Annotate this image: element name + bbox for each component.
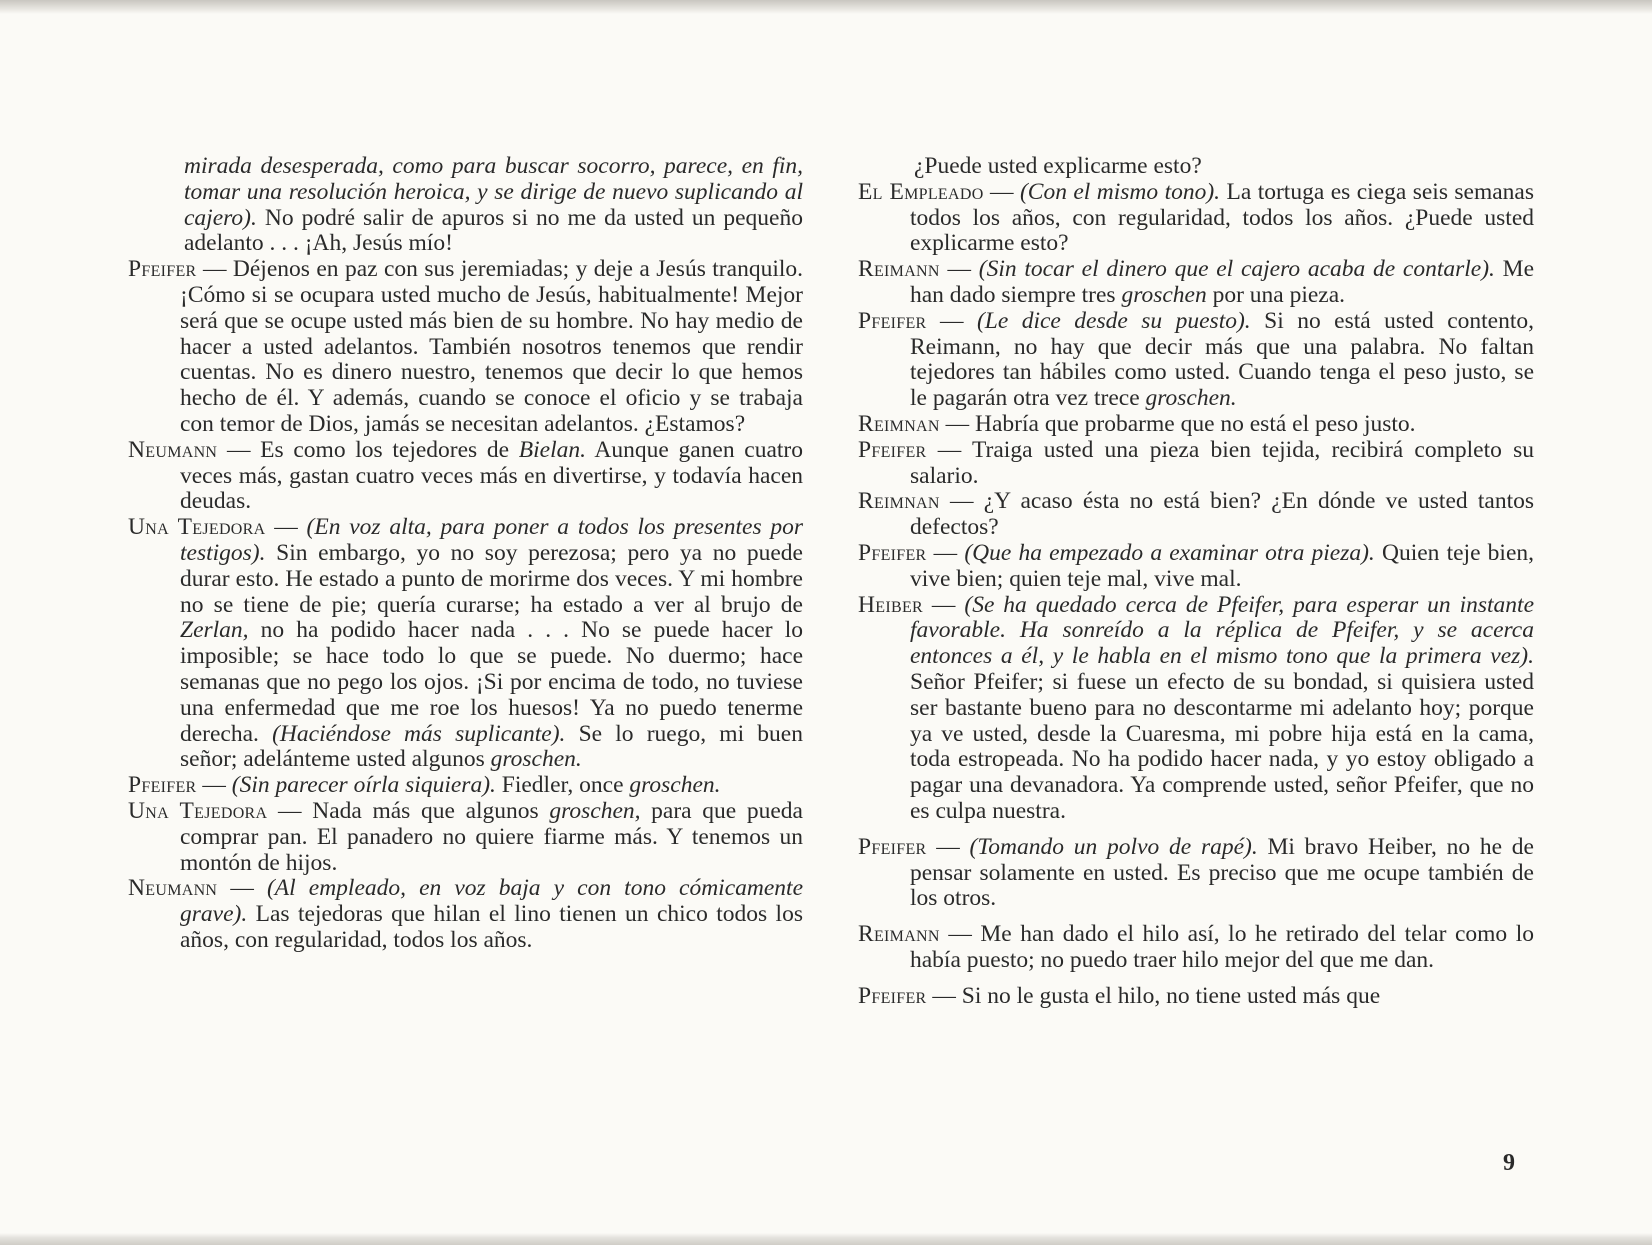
- stage-direction: (Le dice desde su puesto).: [976, 307, 1251, 334]
- stage-direction: (Haciéndose más suplicante).: [272, 720, 566, 747]
- stage-direction: (En voz alta, para poner a todos los presentes por testigos).: [180, 514, 803, 566]
- dialogue-paragraph: [858, 257, 1534, 309]
- dialogue-text: — Me han dado el hilo así, lo he retirado del telar como lo había puesto; no puedo traer hilo mejor del que me dan.: [910, 921, 1534, 973]
- dialogue-text: — Si no le gusta el hilo, no tiene usted más que: [926, 982, 1381, 1009]
- dialogue-paragraph: [858, 438, 1534, 490]
- dialogue-text: —: [939, 256, 979, 283]
- dialogue-text: — ¿Y acaso ésta no está bien? ¿En dónde ve usted tantos defectos?: [910, 488, 1534, 541]
- speaker-name: Pfeifer: [858, 436, 927, 463]
- dialogue-text: La tortuga es ciega seis semanas todos los años, con regularidad, todos los años. ¿Puede usted explicarme esto?: [910, 178, 1535, 257]
- dialogue-paragraph: [128, 876, 803, 953]
- speaker-name: Reimann: [858, 256, 940, 283]
- speaker-name: Pfeifer: [858, 539, 927, 566]
- dialogue-text: Las tejedoras que hilan el lino tienen un chico todos los años, con regularidad, todos los años.: [180, 901, 803, 953]
- dialogue-paragraph: [858, 922, 1534, 974]
- stage-direction: (Con el mismo tono).: [1019, 178, 1221, 205]
- dialogue-text: — Es como los tejedores de: [217, 436, 519, 463]
- dialogue-text: —: [265, 514, 307, 541]
- stage-direction: (Que ha empezado a examinar otra pieza).: [964, 539, 1375, 566]
- dialogue-text: — Traiga usted una pieza bien tejida, recibirá completo su salario.: [910, 436, 1534, 489]
- speaker-name: El Empleado: [858, 178, 984, 205]
- dialogue-text: —: [196, 772, 232, 799]
- dialogue-text: —: [217, 875, 267, 902]
- dialogue-text: Aunque ganen cuatro veces más, gastan cuatro veces más en divertirse, y todavía hacen deudas.: [180, 436, 804, 515]
- speaker-name: Pfeifer: [858, 307, 927, 334]
- dialogue-text: — Habría que probarme que no está el peso justo.: [939, 410, 1416, 437]
- stage-direction: Bielan.: [518, 436, 586, 463]
- speaker-name: Neumann: [128, 875, 218, 902]
- dialogue-text: Señor Pfeifer; si fuese un efecto de su bondad, si quisiera usted ser bastante bueno para no descontarme mi adelanto hoy; porque ya ve usted, desde la Cuaresma, mi pobre hija está en la cama, toda estropeada. No ha podido hacer nada, y yo estoy obligado a pagar una devanadora. Ya comprende usted, señor Pfeifer, que no es culpa nuestra.: [910, 668, 1534, 824]
- stage-direction: (Sin tocar el dinero que el cajero acaba de contarle).: [978, 256, 1495, 283]
- dialogue-paragraph: [858, 412, 1534, 438]
- stage-direction: (Tomando un polvo de rapé).: [969, 833, 1258, 860]
- speaker-name: Neumann: [128, 436, 218, 463]
- speaker-name: Reimnan: [858, 410, 940, 437]
- dialogue-text: No podré salir de apuros si no me da usted un pequeño adelanto . . . ¡Ah, Jesús mío!: [184, 204, 803, 257]
- dialogue-paragraph: [128, 438, 803, 515]
- dialogue-text: Fiedler, once: [495, 772, 630, 799]
- speaker-name: Una Tejedora: [128, 797, 268, 824]
- dialogue-text: para que pueda comprar pan. El panadero no quiere fiarme más. Y tenemos un montón de hijos.: [180, 797, 803, 876]
- dialogue-text: —: [926, 833, 970, 860]
- dialogue-text: por una pieza.: [1206, 281, 1346, 308]
- paragraph-continuation: [128, 154, 803, 257]
- dialogue-paragraph: [858, 489, 1534, 541]
- dialogue-text: —: [983, 178, 1020, 205]
- speaker-name: Reimann: [858, 921, 940, 948]
- text-column-left: [128, 154, 803, 954]
- dialogue-paragraph: [858, 835, 1534, 912]
- dialogue-paragraph: [858, 593, 1534, 825]
- stage-direction: mirada desesperada, como para buscar socorro, parece, en fin, tomar una resolución heroica, y se dirige de nuevo suplicando al cajero).: [184, 153, 803, 231]
- speaker-name: Pfeifer: [128, 256, 197, 283]
- stage-direction: groschen: [1121, 281, 1207, 308]
- dialogue-text: — Nada más que algunos: [267, 797, 550, 824]
- dialogue-text: Quien teje bien, vive bien; quien teje mal, vive mal.: [910, 539, 1534, 592]
- dialogue-text: —: [926, 307, 977, 334]
- speaker-name: Una Tejedora: [128, 514, 266, 541]
- stage-direction: groschen.: [490, 746, 582, 773]
- dialogue-text: Sin embargo, yo no soy perezosa; pero ya no puede durar esto. He estado a punto de morirme dos veces. Y mi hombre no se tiene de pie; quería curarse; ha estado a ver al brujo de: [180, 539, 803, 618]
- stage-direction: (Sin parecer oírla siquiera).: [231, 772, 496, 799]
- dialogue-text: —: [923, 591, 965, 618]
- dialogue-text: Me han dado siempre tres: [910, 256, 1534, 308]
- dialogue-paragraph: [128, 799, 803, 876]
- stage-direction: groschen,: [549, 797, 641, 824]
- dialogue-paragraph: [858, 309, 1534, 412]
- dialogue-paragraph: [128, 515, 803, 773]
- dialogue-paragraph: [858, 541, 1534, 593]
- speaker-name: Reimnan: [858, 488, 940, 515]
- dialogue-text: no ha podido hacer nada . . . No se puede hacer lo imposible; se hace todo lo que se puede. No duermo; hace semanas que no pego los ojos. ¡Si por encima de todo, no tuviese una enfermedad que me roe los huesos! Ya no puedo tenerme derecha.: [180, 617, 803, 747]
- dialogue-paragraph: [128, 773, 803, 799]
- text-column-right: [858, 154, 1534, 1010]
- stage-direction: (Se ha quedado cerca de Pfeifer, para esperar un instante favorable. Ha sonreído a la réplica de Pfeifer, y se acerca entonces a él, y le habla en el mismo tono que la primera vez).: [910, 591, 1535, 670]
- speaker-name: Pfeifer: [858, 833, 927, 860]
- dialogue-paragraph: [858, 984, 1534, 1010]
- dialogue-paragraph: [858, 180, 1534, 257]
- dialogue-text: Se lo ruego, mi buen señor; adelánteme usted algunos: [180, 720, 803, 773]
- stage-direction: groschen.: [1145, 385, 1237, 412]
- stage-direction: (Al empleado, en voz baja y con tono cómicamente grave).: [180, 875, 803, 928]
- dialogue-text: ¿Puede usted explicarme esto?: [914, 153, 1202, 179]
- stage-direction: Zerlan,: [180, 617, 249, 644]
- paragraph-continuation: [858, 154, 1534, 180]
- dialogue-text: —: [926, 539, 965, 566]
- speaker-name: Pfeifer: [128, 772, 197, 799]
- dialogue-text: Mi bravo Heiber, no he de pensar solamente en usted. Es preciso que me ocupe también de los otros.: [910, 833, 1534, 912]
- speaker-name: Heiber: [858, 591, 923, 618]
- dialogue-text: — Déjenos en paz con sus jeremiadas; y deje a Jesús tranquilo. ¡Cómo si se ocupara usted mucho de Jesús, habitualmente! Mejor será que se ocupe usted más bien de su hombre. No hay medio de hacer a usted adelantos. También nosotros tenemos que rendir cuentas. No es dinero nuestro, tenemos que decir lo que hemos hecho de él. Y además, cuando se conoce el oficio y se trabaja con temor de Dios, jamás se necesitan adelantos. ¿Estamos?: [180, 256, 803, 437]
- scan-top-edge: [0, 0, 1652, 14]
- dialogue-text: Si no está usted contento, Reimann, no hay que decir más que una palabra. No faltan tejedores tan hábiles como usted. Cuando tenga el peso justo, se le pagarán otra vez trece: [910, 307, 1534, 412]
- page-number: 9: [1503, 1150, 1515, 1176]
- scan-bottom-edge: [0, 1233, 1652, 1245]
- dialogue-paragraph: [128, 257, 803, 438]
- stage-direction: groschen.: [629, 772, 721, 799]
- speaker-name: Pfeifer: [858, 982, 927, 1009]
